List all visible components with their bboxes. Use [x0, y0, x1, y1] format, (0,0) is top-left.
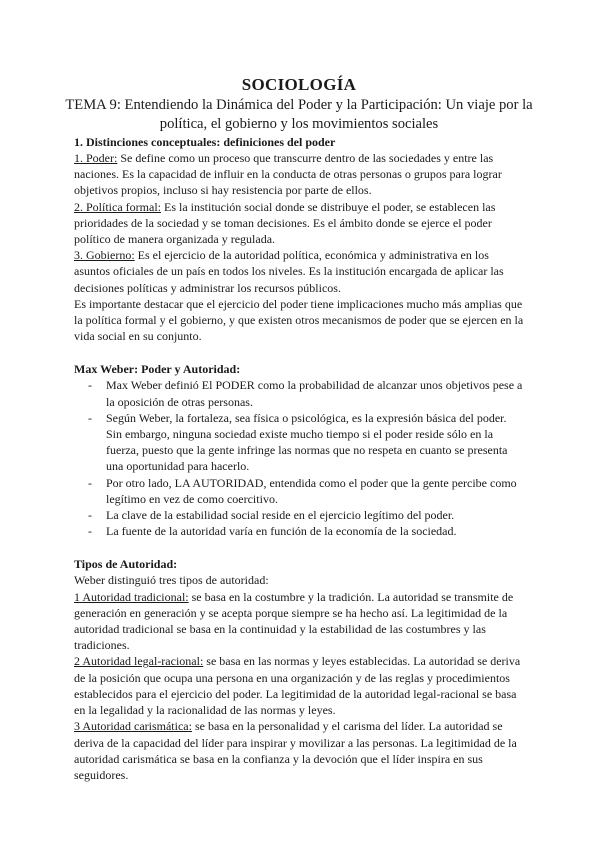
definition-paragraph [74, 247, 524, 296]
spacer [74, 344, 524, 361]
definition-text: Se define como un proceso que transcurre dentro de las sociedades y entre las naciones. Es la capacidad de influir en la conducta de otras personas o grupos para lograr objetivos propios, incluso si hay resistencia por parte de ellos. [74, 151, 502, 198]
section-heading-weber: Max Weber: Poder y Autoridad: [74, 362, 241, 377]
definition-paragraph [74, 150, 524, 199]
definition-paragraph [74, 199, 524, 248]
document-title: SOCIOLOGÍA [241, 75, 357, 94]
definition-term: 3. Gobierno: [74, 248, 135, 263]
list-item: - Por otro lado, LA AUTORIDAD, entendida como el poder que la gente percibe como legítimo en vez de como coercitivo. [106, 475, 524, 507]
list-item: - La fuente de la autoridad varía en función de la economía de la sociedad. [106, 523, 524, 539]
section-heading-tipos: Tipos de Autoridad: [74, 557, 178, 572]
spacer [74, 539, 524, 556]
definition-term: 2. Política formal: [74, 199, 161, 214]
authority-term: 2 Autoridad legal-racional: [74, 654, 204, 669]
section-heading-definiciones: 1. Distinciones conceptuales: definiciones del poder [74, 135, 336, 149]
authority-text: se basa en la personalidad y el carisma del líder. La autoridad se deriva de la capacidad del líder para inspirar y movilizar a las personas. La legitimidad de la autoridad carismática se basa en la confianza y la devoción que el líder inspira en sus seguidores. [74, 719, 517, 782]
authority-text: se basa en la costumbre y la tradición. La autoridad se transmite de generación en generación y se acepta porque siempre se ha hecho así. La legitimidad de la autoridad tradicional se basa en la continuidad y la estabilidad de las costumbres y las tradiciones. [74, 589, 514, 653]
weber-bullet-list [74, 377, 524, 539]
definition-term: 1. Poder: [74, 151, 118, 165]
document-subtitle: TEMA 9: Entendiendo la Dinámica del Poder y la Participación: Un viaje por la política, el gobierno y los movimientos sociales [65, 97, 533, 132]
list-item: - Max Weber definió El PODER como la probabilidad de alcanzar unos objetivos pese a la oposición de otras personas. [106, 377, 524, 409]
authority-paragraph [74, 653, 524, 718]
closing-paragraph: Es importante destacar que el ejercicio del poder tiene implicaciones mucho más amplias que la política formal y el gobierno, y que existen otros mecanismos de poder que se ejercen en la vida social en su conjunto. [74, 296, 524, 344]
authority-paragraph [74, 589, 524, 654]
authority-term: 3 Autoridad carismática: [74, 719, 192, 734]
definition-text: Es la institución social donde se distribuye el poder, se establecen las prioridades de la sociedad y se toman decisiones. Es el ámbito donde se ejerce el poder político de manera organizada y regulada. [74, 199, 496, 247]
list-item: - La clave de la estabilidad social reside en el ejercicio legítimo del poder. [106, 507, 524, 523]
authority-text: se basa en las normas y leyes establecidas. La autoridad se deriva de la posición que ocupa una persona en una organización y de las reglas y procedimientos establecidos para el ejercicio del poder. La legitimidad de la autoridad legal-racional se basa en la legalidad y la racionalidad de las normas y leyes. [74, 654, 521, 718]
list-item: - Según Weber, la fortaleza, sea física o psicológica, es la expresión básica del poder. Sin embargo, ninguna sociedad existe mucho tiempo si el poder reside sólo en la fuerza, puesto que la gente infringe las normas que no respeta en cuanto se presenta una oportunidad para hacerlo. [106, 410, 524, 475]
definition-text: Es el ejercicio de la autoridad política, económica y administrativa en los asuntos oficiales de un país en todos los niveles. Es la institución encargada de aplicar las decisiones políticas y administrar los recursos públicos. [74, 248, 504, 295]
intro-paragraph: Weber distinguió tres tipos de autoridad: [74, 573, 269, 588]
authority-paragraph [74, 718, 524, 783]
authority-term: 1 Autoridad tradicional: [74, 589, 189, 604]
